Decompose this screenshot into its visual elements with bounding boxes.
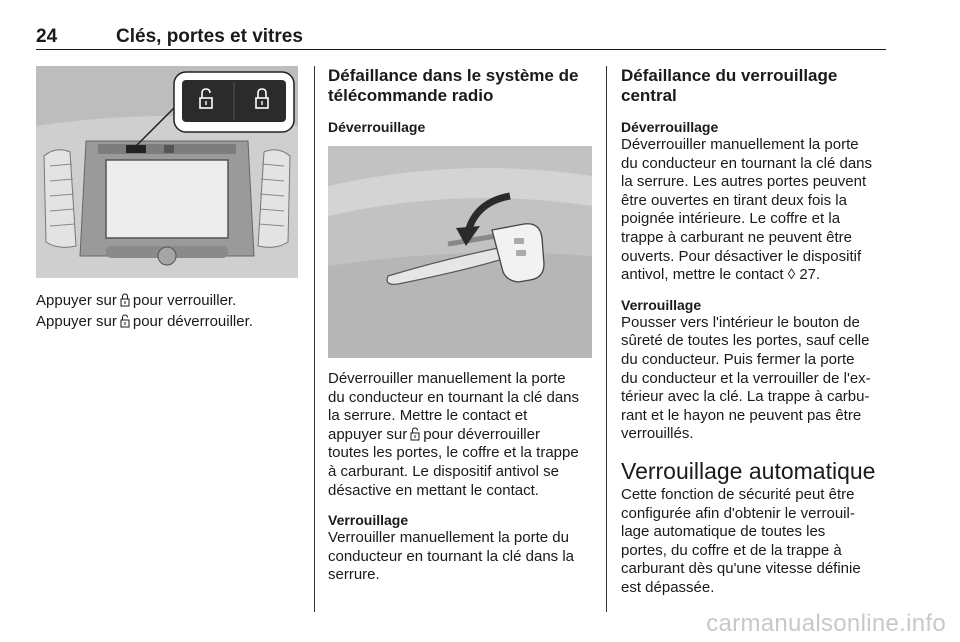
- section-heading-auto-lock: Verrouillage automatique: [621, 457, 876, 484]
- right-air-vent-icon: [258, 150, 290, 248]
- header-rule: [36, 49, 886, 50]
- unlock-icon: [410, 427, 420, 441]
- column-middle: [328, 66, 592, 585]
- left-air-vent-icon: [44, 150, 76, 248]
- column-left: [36, 66, 298, 331]
- door-handle-key-figure: [328, 146, 592, 358]
- section-title-remote-failure: Défaillance dans le système de télécommande radio: [328, 66, 579, 105]
- subheading-unlocking: Déverrouillage: [328, 119, 426, 135]
- site-watermark: carmanualsonline.info: [706, 610, 946, 637]
- chapter-title: Clés, portes et vitres: [116, 26, 303, 47]
- instruction-unlock: Appuyer sur pour déverrouiller.: [36, 312, 253, 330]
- page-header: [36, 26, 886, 50]
- dashboard-lock-buttons-figure: [36, 66, 298, 278]
- cross-reference-link[interactable]: 27.: [799, 266, 821, 284]
- unlock-icon: [120, 314, 130, 328]
- column-divider: [606, 66, 607, 612]
- paragraph-auto-lock: Cette fonction de sécurité peut être configurée afin d'obtenir le verrouil- lage automatique de toutes les portes, du coffre et de la trappe à carburant dès qu'une vitesse définie est dépassée.: [621, 485, 861, 596]
- subheading-locking: Verrouillage: [328, 512, 409, 529]
- paragraph-locking: Pousser vers l'intérieur le bouton de sûreté de toutes les portes, sauf celle du conducteur. Puis fermer la porte du conducteur et la verrouiller de l'ex- térieur avec la clé. La trappe à carbu- rant et le hayon ne peuvent pas être verrouillés.: [621, 313, 871, 443]
- lock-icon: [120, 293, 130, 307]
- page-number: 24: [36, 26, 58, 47]
- subheading-unlocking: Déverrouillage: [621, 119, 719, 135]
- paragraph-unlocking: Déverrouiller manuellement la porte du conducteur en tournant la clé dans la serrure. Mettre le contact et appuyer sur pour déverrouiller toutes les portes, le coffre et la trappe à carburant. Le dispositif antivol se désactive en mettant le contact.: [328, 370, 580, 499]
- instruction-lock: Appuyer sur pour verrouiller.: [36, 292, 237, 309]
- subheading-locking: Verrouillage: [621, 296, 702, 313]
- section-title-central-lock-failure: Défaillance du verrouillage central: [621, 66, 838, 105]
- paragraph-unlocking: Déverrouiller manuellement la porte du conducteur en tournant la clé dans la serrure. Les autres portes peuvent être ouvertes en tirant deux fois la poignée intérieure. Le coffre et la trappe à carburant ne peuvent être ouverts. Pour désactiver le dispositif antivol, mettre le contact ◊ 27.: [621, 136, 873, 284]
- cross-reference-icon: ◊: [787, 266, 796, 284]
- column-divider: [314, 66, 315, 612]
- column-right: [621, 66, 889, 597]
- paragraph-locking: Verrouiller manuellement la porte du conducteur en tournant la clé dans la serrure.: [328, 529, 574, 584]
